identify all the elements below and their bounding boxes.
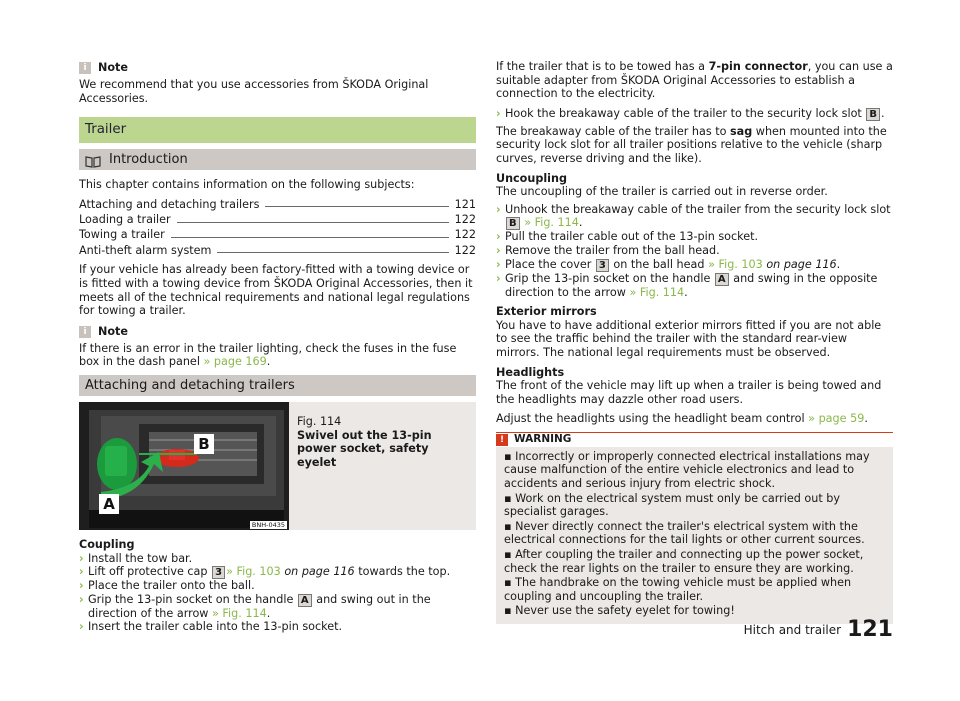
step-text: Pull the trailer cable out of the 13-pin socket. bbox=[505, 230, 759, 244]
step-arrow-icon: › bbox=[496, 243, 501, 257]
step-arrow-icon: › bbox=[79, 565, 84, 579]
table-of-contents bbox=[79, 196, 476, 258]
note-body: If there is an error in the trailer lighting, check the fuses in the fuse box in the dash panel bbox=[79, 341, 457, 369]
toc-leader bbox=[217, 252, 448, 253]
headlights-title: Headlights bbox=[496, 365, 565, 379]
footer-title: Hitch and trailer bbox=[743, 623, 842, 638]
figure-link[interactable]: » Fig. 114 bbox=[524, 216, 579, 230]
intro-text: This chapter contains information on the following subjects: bbox=[79, 178, 415, 192]
toc-row[interactable] bbox=[79, 211, 476, 226]
adjust-text: Adjust the headlights using the headlight beam control » page 59. bbox=[496, 412, 868, 426]
key-badge: 3 bbox=[596, 259, 609, 272]
warning-item: ▪ Work on the electrical system must only be carried out by specialist garages. bbox=[504, 491, 841, 519]
text: The breakaway cable of the trailer has to bbox=[496, 124, 727, 138]
toc-leader bbox=[265, 206, 448, 207]
info-icon: i bbox=[79, 62, 91, 74]
warning-item-text: After coupling the trailer and connecting up the power socket, check the rear lights on the trailer to ensure they are working. bbox=[504, 548, 864, 575]
step-text: Insert the trailer cable into the 13-pin socket. bbox=[88, 620, 343, 634]
step-text-part: Grip the 13-pin socket on the handle bbox=[505, 271, 711, 285]
note-text: If there is an error in the trailer lighting, check the fuses in the fuse box in the dash panel » page 169. bbox=[79, 341, 457, 369]
step-text: Grip the 13-pin socket on the handle A and swing out in the direction of the arrow » Fig. 114. bbox=[88, 592, 431, 620]
figure-label-a: A bbox=[99, 494, 119, 514]
warning-item-text: Never directly connect the trailer's electrical system with the electrical connections for the tail lights or other current sources. bbox=[504, 519, 865, 547]
key-badge: B bbox=[866, 108, 880, 121]
step-arrow-icon: › bbox=[79, 579, 84, 593]
note-heading bbox=[79, 60, 476, 76]
step-text: Grip the 13-pin socket on the handle A and swing in the opposite direction to the arrow » Fig. 114. bbox=[505, 271, 878, 299]
intro-heading bbox=[79, 149, 476, 170]
step-text: Install the tow bar. bbox=[88, 551, 193, 565]
step-text bbox=[88, 565, 450, 579]
figure-link[interactable]: » Fig. 114 bbox=[629, 285, 685, 299]
step-arrow-icon: › bbox=[496, 257, 501, 271]
warning-item: ▪ After coupling the trailer and connecting up the power socket, check the rear lights on the trailer to ensure they are working. bbox=[504, 548, 864, 575]
list-item bbox=[79, 593, 476, 621]
section-title: Trailer bbox=[79, 117, 476, 143]
step-text-part: on the ball head bbox=[613, 257, 705, 271]
toc-title: Towing a trailer bbox=[79, 228, 165, 242]
key-badge: B bbox=[506, 217, 520, 230]
warning-item: ▪ The handbrake on the towing vehicle must be applied when coupling and uncoupling the trailer. bbox=[504, 576, 852, 603]
left-column bbox=[79, 60, 476, 634]
warning-item: ▪ Incorrectly or improperly connected electrical installations may cause malfunction of the entire vehicle electronics and lead to accidents and serious injury from electric shock. bbox=[504, 449, 870, 491]
coupling-title: Coupling bbox=[79, 537, 135, 551]
uncoupling-text: The uncoupling of the trailer is carried out in reverse order. bbox=[496, 185, 828, 199]
list-item bbox=[496, 272, 893, 300]
page-number: 121 bbox=[847, 617, 893, 642]
list-item bbox=[496, 230, 893, 244]
list-item bbox=[496, 244, 893, 258]
figure-link[interactable]: » Fig. 103 bbox=[708, 257, 763, 271]
list-item bbox=[79, 620, 476, 634]
toc-page: 122 bbox=[454, 243, 476, 257]
toc-page: 121 bbox=[454, 197, 476, 211]
step-text: Remove the trailer from the ball head. bbox=[505, 243, 720, 257]
toc-row[interactable] bbox=[79, 242, 476, 257]
page-link[interactable]: » page 169 bbox=[203, 355, 267, 369]
step-text-part: Place the cover bbox=[505, 257, 592, 271]
toc-page: 122 bbox=[454, 212, 476, 226]
step-arrow-icon: › bbox=[79, 592, 84, 606]
paragraph bbox=[496, 125, 893, 166]
list-item bbox=[496, 203, 893, 231]
step-text-part: and swing out in the direction of the arrow bbox=[88, 592, 431, 620]
note-text: We recommend that you use accessories from ŠKODA Original Accessories. bbox=[79, 78, 429, 105]
list-item bbox=[79, 579, 476, 593]
figure-number: Fig. 114 bbox=[297, 414, 342, 428]
figure-caption-text: Swivel out the 13-pin power socket, safety eyelet bbox=[297, 428, 432, 469]
figure-link[interactable]: » Fig. 114 bbox=[212, 606, 267, 620]
toc-leader bbox=[177, 222, 449, 223]
figure-caption bbox=[289, 402, 476, 530]
step-arrow-icon: › bbox=[79, 620, 84, 634]
figure-label-b: B bbox=[194, 434, 214, 454]
book-icon bbox=[85, 154, 101, 166]
bold-text: 7-pin connector bbox=[708, 60, 808, 73]
warning-item-text: Incorrectly or improperly connected electrical installations may cause malfunction of the entire vehicle electronics and lead to accidents and serious injury from electric shock. bbox=[504, 449, 870, 491]
list-item bbox=[496, 258, 893, 272]
note-heading bbox=[79, 324, 476, 340]
figure bbox=[79, 402, 476, 530]
step-text-part: and swing in the opposite direction to the arrow bbox=[505, 271, 878, 299]
step-arrow-icon: › bbox=[496, 202, 501, 216]
uncoupling-title: Uncoupling bbox=[496, 171, 567, 185]
figure-link[interactable]: » Fig. 103 bbox=[226, 565, 281, 579]
key-badge: A bbox=[298, 594, 312, 607]
toc-title: Attaching and detaching trailers bbox=[79, 197, 260, 211]
info-icon: i bbox=[79, 326, 91, 338]
step-text: Unhook the breakaway cable of the trailer from the security lock slot B » Fig. 114. bbox=[505, 202, 891, 230]
step-text-part: Hook the breakaway cable of the trailer to the security lock slot bbox=[505, 106, 862, 120]
step-text-part: Lift off protective cap bbox=[88, 565, 208, 579]
list-item bbox=[79, 552, 476, 566]
toc-row[interactable] bbox=[79, 196, 476, 211]
bold-text: sag bbox=[730, 124, 753, 138]
note-label: Note bbox=[98, 324, 128, 338]
toc-title: Anti-theft alarm system bbox=[79, 243, 212, 257]
headlights-text: The front of the vehicle may lift up when a trailer is being towed and the headlights may dazzle other road users. bbox=[496, 379, 882, 406]
step-text: Place the trailer onto the ball. bbox=[88, 579, 255, 593]
warning-item-text: Work on the electrical system must only be carried out by specialist garages. bbox=[504, 491, 841, 519]
step-text-part: Grip the 13-pin socket on the handle bbox=[88, 592, 294, 606]
subsection-title: Attaching and detaching trailers bbox=[79, 375, 476, 396]
text: Adjust the headlights using the headlight beam control bbox=[496, 412, 805, 426]
page-link[interactable]: » page 59 bbox=[808, 412, 865, 426]
warning-item-text: Never use the safety eyelet for towing! bbox=[515, 604, 735, 618]
warning-box bbox=[496, 432, 893, 624]
step-text: Place the cover 3 on the ball head » Fig. 103 on page 116. bbox=[505, 257, 841, 271]
warning-item: ▪ Never directly connect the trailer's electrical system with the electrical connections for the tail lights or other current sources. bbox=[504, 519, 865, 547]
note-label: Note bbox=[98, 61, 128, 75]
warning-item: ▪ Never use the safety eyelet for towing! bbox=[504, 604, 735, 618]
step-arrow-icon: › bbox=[496, 271, 501, 285]
mirrors-text: You have to have additional exterior mirrors fitted if you are not able to see the traffic behind the trailer with the standard rear-view mirrors. The national legal requirements must be observed. bbox=[496, 318, 882, 359]
toc-page: 122 bbox=[454, 228, 476, 242]
toc-title: Loading a trailer bbox=[79, 212, 171, 226]
right-column bbox=[496, 60, 893, 624]
warning-icon: ! bbox=[496, 434, 508, 446]
warning-heading bbox=[496, 432, 893, 447]
key-badge: 3 bbox=[212, 566, 225, 579]
text: when mounted into the security lock slot for all trailer positions relative to the vehicle (sharp curves, reverse driving and the like). bbox=[496, 124, 887, 165]
mirrors-title: Exterior mirrors bbox=[496, 305, 597, 319]
step-text-part: Unhook the breakaway cable of the trailer from the security lock slot bbox=[505, 202, 891, 216]
list-item bbox=[79, 565, 476, 579]
page-ref: on page 116 bbox=[284, 565, 355, 579]
figure-code: BNH-0435 bbox=[251, 520, 285, 529]
text: , you can use a suitable adapter from ŠKODA Original Accessories to establish a connection to the electricity. bbox=[496, 60, 893, 101]
step-arrow-icon: › bbox=[496, 230, 501, 244]
intro-title: Introduction bbox=[109, 152, 188, 168]
text: If the trailer that is to be towed has a bbox=[496, 60, 706, 73]
page-ref: on page 116 bbox=[766, 257, 837, 271]
body-text: If your vehicle has already been factory-fitted with a towing device or is fitted with a towing device from ŠKODA Original Accessories, then it meets all of the technical requirements and national legal regulations for towing a trailer. bbox=[79, 263, 473, 318]
figure-image bbox=[79, 402, 289, 530]
page-footer bbox=[744, 618, 893, 642]
step-arrow-icon: › bbox=[79, 551, 84, 565]
list-item bbox=[496, 107, 893, 121]
paragraph bbox=[496, 60, 893, 101]
toc-row[interactable] bbox=[79, 227, 476, 242]
step-text: Hook the breakaway cable of the trailer to the security lock slot B . bbox=[505, 106, 885, 120]
warning-item-text: The handbrake on the towing vehicle must be applied when coupling and uncoupling the trailer. bbox=[504, 576, 852, 603]
step-text-part: towards the top. bbox=[358, 565, 451, 579]
warning-label: WARNING bbox=[514, 433, 572, 446]
key-badge: A bbox=[715, 273, 729, 286]
toc-leader bbox=[171, 237, 449, 238]
step-arrow-icon: › bbox=[496, 106, 501, 120]
